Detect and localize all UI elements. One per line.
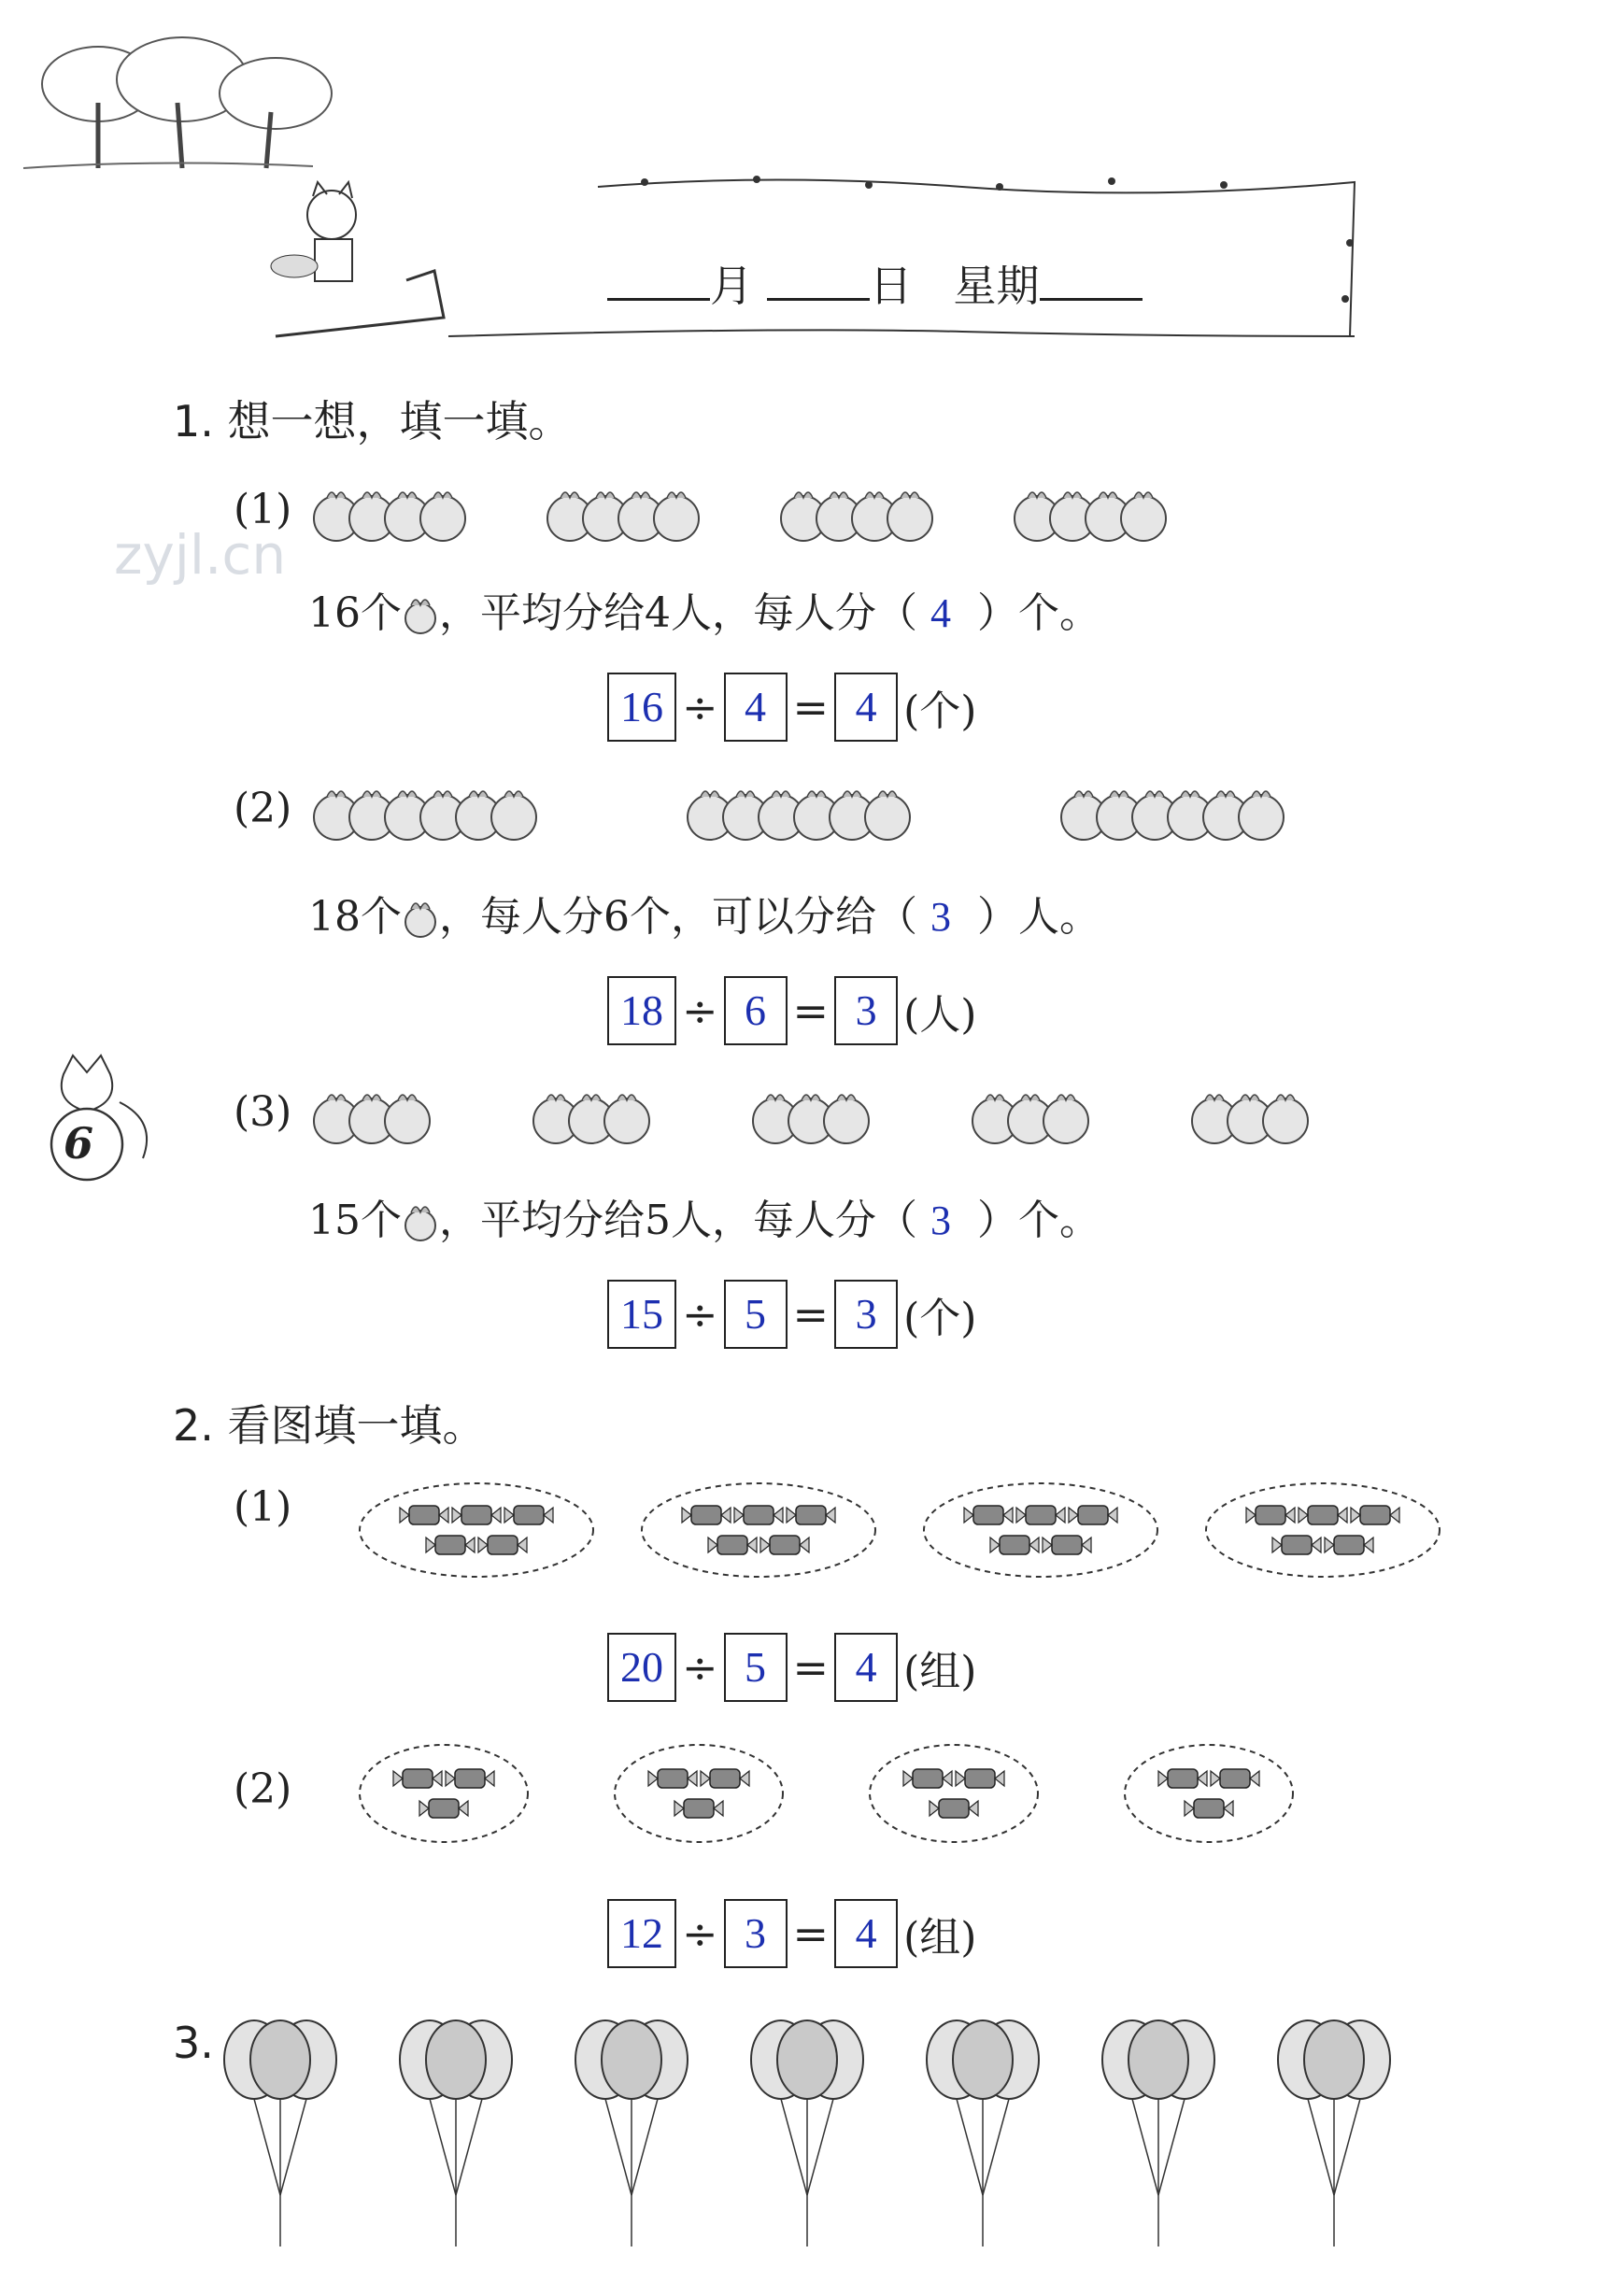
equals-sign: = (792, 1642, 830, 1693)
answer-box[interactable]: 15 (607, 1280, 676, 1349)
apple-icon (385, 1095, 430, 1143)
answer-box[interactable]: 4 (834, 1899, 898, 1968)
candy-icon (1351, 1506, 1399, 1524)
balloon-bunch (575, 2020, 688, 2246)
balloon-icon (602, 2020, 661, 2099)
q1-p3-label: (3) (234, 1088, 292, 1136)
apple-group (533, 1095, 649, 1143)
candy-icon (1299, 1506, 1347, 1524)
q2-p1-candy-groups (355, 1476, 1457, 1588)
q1-p1-label: (1) (234, 486, 292, 533)
q3-title: 3. (173, 2018, 214, 2068)
apple-icon (405, 903, 435, 937)
apple-group (1192, 1095, 1308, 1143)
q1-title: 1. 想一想，填一填。 (173, 396, 572, 446)
apple-icon (1263, 1095, 1308, 1143)
candy-icon (903, 1769, 952, 1788)
apple-icon (420, 492, 465, 541)
candy-icon (1069, 1506, 1117, 1524)
apple-icon (865, 791, 910, 840)
q1-p1-apples (308, 481, 1242, 546)
balloon-bunch (751, 2020, 863, 2246)
candy-icon (682, 1506, 731, 1524)
candy-icon (1246, 1506, 1295, 1524)
trees-illustration (23, 28, 332, 177)
candy-icon (1043, 1536, 1091, 1554)
apple-icon (604, 1095, 649, 1143)
page-number: 6 (64, 1118, 94, 1169)
day-blank[interactable] (767, 264, 870, 301)
answer-box[interactable]: 4 (834, 1633, 898, 1702)
apple-group (547, 492, 699, 541)
balloon-icon (1128, 2020, 1188, 2099)
candy-icon (1211, 1769, 1259, 1788)
divide-sign: ÷ (682, 1289, 718, 1339)
candy-icon (787, 1506, 835, 1524)
balloon-bunch (1278, 2020, 1390, 2246)
candy-icon (419, 1799, 468, 1818)
answer-box[interactable]: 4 (724, 673, 788, 742)
answer-box[interactable]: 16 (607, 673, 676, 742)
answer-box[interactable]: 6 (724, 976, 788, 1045)
answer-box[interactable]: 4 (834, 673, 898, 742)
candy-icon (393, 1769, 442, 1788)
balloon-bunch (927, 2020, 1039, 2246)
apple-icon (1043, 1095, 1088, 1143)
candy-icon (760, 1536, 809, 1554)
candy-icon (504, 1506, 553, 1524)
candy-icon (426, 1536, 475, 1554)
balloon-bunch (400, 2020, 512, 2246)
candy-group (924, 1483, 1157, 1577)
candy-icon (1272, 1536, 1321, 1554)
q1-p2-sentence: 18个 ，每人分6个，可以分给（ 3 ）人。 (308, 893, 1100, 941)
divide-sign: ÷ (682, 1908, 718, 1959)
unit-label: (组) (903, 1914, 977, 1962)
q1-p1-sentence: 16个 ，平均分给4人，每人分（ 4 ）个。 (308, 589, 1100, 637)
watermark: zyjl.cn (114, 523, 287, 587)
balloon-icon (1304, 2020, 1364, 2099)
q1-p2-answer[interactable]: 3 (930, 894, 951, 940)
answer-box[interactable]: 3 (724, 1899, 788, 1968)
q1-p3-apples (308, 1084, 1429, 1149)
apple-group (688, 791, 910, 840)
q1-p3-answer[interactable]: 3 (930, 1198, 951, 1243)
answer-box[interactable]: 5 (724, 1633, 788, 1702)
apple-icon (405, 600, 435, 633)
answer-box[interactable]: 3 (834, 1280, 898, 1349)
q2-p1-label: (1) (234, 1483, 292, 1531)
unit-label: (人) (903, 991, 977, 1039)
apple-icon (824, 1095, 869, 1143)
apple-icon (402, 1205, 439, 1242)
candy-icon (400, 1506, 448, 1524)
candy-icon (648, 1769, 697, 1788)
unit-label: (个) (903, 687, 977, 735)
candy-group (642, 1483, 875, 1577)
apple-group (314, 1095, 430, 1143)
candy-group (360, 1483, 593, 1577)
candy-icon (964, 1506, 1013, 1524)
cat-on-treadmill-illustration (266, 177, 453, 346)
apple-group (314, 791, 536, 840)
q2-p2-candy-groups (355, 1739, 1345, 1851)
balloon-icon (250, 2020, 310, 2099)
candy-icon (701, 1769, 749, 1788)
candy-icon (478, 1536, 527, 1554)
weekday-blank[interactable] (1040, 264, 1143, 301)
apple-group (314, 492, 465, 541)
apple-icon (1239, 791, 1284, 840)
candy-group (870, 1745, 1038, 1842)
balloon-icon (777, 2020, 837, 2099)
balloon-icon (426, 2020, 486, 2099)
apple-icon (1121, 492, 1166, 541)
candy-icon (956, 1769, 1004, 1788)
answer-box[interactable]: 20 (607, 1633, 676, 1702)
weekday-label: 星期 (953, 261, 1040, 311)
equals-sign: = (792, 1908, 830, 1959)
apple-icon (402, 901, 439, 939)
apple-group (753, 1095, 869, 1143)
apple-icon (405, 1207, 435, 1240)
candy-icon (1325, 1536, 1373, 1554)
q1-p2-apples (308, 780, 1429, 845)
answer-box[interactable]: 18 (607, 976, 676, 1045)
apple-icon (491, 791, 536, 840)
candy-icon (1158, 1769, 1207, 1788)
unit-label: (个) (903, 1295, 977, 1342)
answer-box[interactable]: 5 (724, 1280, 788, 1349)
date-header (607, 252, 1143, 314)
candy-icon (446, 1769, 494, 1788)
candy-icon (1185, 1799, 1233, 1818)
unit-label: (组) (903, 1648, 977, 1695)
candy-group (1125, 1745, 1293, 1842)
q2-p2-label: (2) (234, 1765, 292, 1813)
candy-icon (674, 1799, 723, 1818)
q3-balloon-bunches (234, 2008, 1448, 2261)
candy-icon (930, 1799, 978, 1818)
equals-sign: = (792, 682, 830, 732)
q1-p1-equation (607, 673, 976, 742)
equals-sign: = (792, 985, 830, 1036)
q1-p2-equation (607, 976, 976, 1045)
apple-icon (654, 492, 699, 541)
q2-p1-equation (607, 1633, 976, 1702)
q2-title: 2. 看图填一填。 (173, 1400, 486, 1451)
candy-group (1206, 1483, 1440, 1577)
balloon-icon (953, 2020, 1013, 2099)
equals-sign: = (792, 1289, 830, 1339)
month-label: 月 (710, 261, 753, 311)
q1-p2-label: (2) (234, 785, 292, 832)
candy-icon (990, 1536, 1039, 1554)
q2-p2-equation (607, 1899, 976, 1968)
apple-group (1061, 791, 1284, 840)
answer-box[interactable]: 3 (834, 976, 898, 1045)
fox-page-badge (45, 1056, 157, 1186)
q1-p3-sentence: 15个 ，平均分给5人，每人分（ 3 ）个。 (308, 1197, 1100, 1244)
divide-sign: ÷ (682, 682, 718, 732)
apple-group (781, 492, 932, 541)
apple-group (1015, 492, 1166, 541)
apple-icon (402, 598, 439, 635)
divide-sign: ÷ (682, 1642, 718, 1693)
candy-icon (452, 1506, 501, 1524)
balloon-bunch (1102, 2020, 1214, 2246)
candy-group (615, 1745, 783, 1842)
candy-icon (1016, 1506, 1065, 1524)
apple-group (972, 1095, 1088, 1143)
balloon-bunch (224, 2020, 336, 2246)
candy-icon (708, 1536, 757, 1554)
q1-p3-equation (607, 1280, 976, 1349)
answer-box[interactable]: 12 (607, 1899, 676, 1968)
candy-group (360, 1745, 528, 1842)
divide-sign: ÷ (682, 985, 718, 1036)
month-blank[interactable] (607, 264, 710, 301)
apple-icon (887, 492, 932, 541)
day-label: 日 (869, 261, 913, 311)
q1-p1-answer[interactable]: 4 (930, 590, 951, 636)
candy-icon (734, 1506, 783, 1524)
